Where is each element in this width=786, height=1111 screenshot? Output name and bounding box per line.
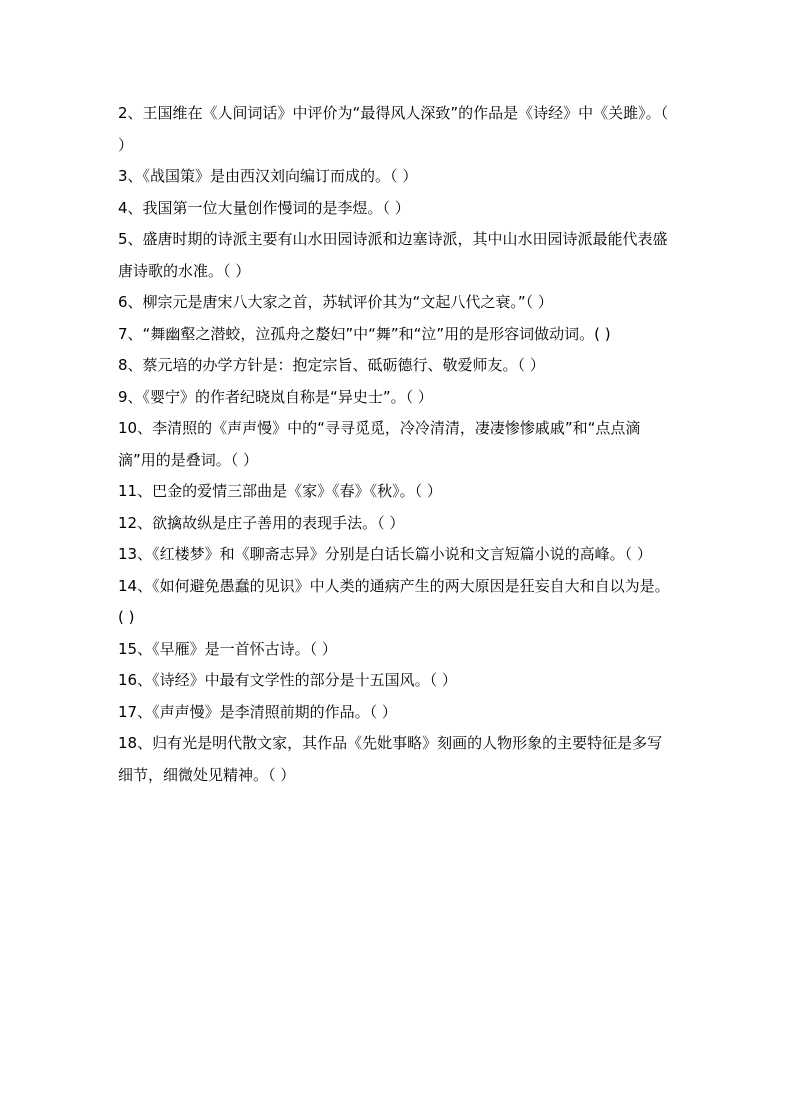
question-item-6: 6、柳宗元是唐宋八大家之首，苏轼评价其为“文起八代之衰。”（ ） — [118, 293, 553, 311]
question-item-9: 9、《婴宁》的作者纪晓岚自称是“异史士”。（ ） — [118, 387, 433, 406]
question-item-18: 18、归有光是明代散文家，其作品《先妣事略》刻画的人物形象的主要特征是多写细节，细微处见精神。（ ） — [118, 734, 663, 784]
question-item-5: 5、盛唐时期的诗派主要有山水田园诗派和边塞诗派，其中山水田园诗派最能代表盛唐诗歌的水准。（ ） — [118, 230, 668, 280]
question-item-2: 2、王国维在《人间词话》中评价为“最得风人深致”的作品是《诗经》中《关雎》。（ ） — [118, 104, 669, 154]
question-item-11: 11、巴金的爱情三部曲是《家》《春》《秋》。（ ） — [118, 482, 442, 500]
question-item-12: 12、欲擒故纵是庄子善用的表现手法。（ ） — [118, 513, 405, 532]
question-item-13: 13、《红楼梦》和《聊斋志异》分别是白话长篇小说和文言短篇小说的高峰。（ ） — [118, 545, 652, 563]
question-item-15: 15、《早雁》是一首怀古诗。（ ） — [118, 639, 337, 658]
question-list — [118, 98, 670, 791]
question-item-10: 10、李清照的《声声慢》中的“寻寻觅觅，冷冷清清，凄凄惨惨戚戚”和“点点滴滴”用的是叠词。（ ） — [118, 419, 641, 469]
question-item-17: 17、《声声慢》是李清照前期的作品。（ ） — [118, 702, 397, 721]
question-item-4: 4、我国第一位大量创作慢词的是李煜。（ ） — [118, 198, 410, 217]
question-item-7: 7、“舞幽壑之潜蛟，泣孤舟之嫠妇”中“舞”和“泣”用的是形容词做动词。( ) — [118, 324, 611, 343]
question-item-3: 3、《战国策》是由西汉刘向编订而成的。（ ） — [118, 167, 418, 185]
question-item-8: 8、蔡元培的办学方针是：抱定宗旨、砥砺德行、敬爱师友。（ ） — [118, 356, 545, 374]
question-item-16: 16、《诗经》中最有文学性的部分是十五国风。（ ） — [118, 671, 457, 689]
question-item-14: 14、《如何避免愚蠢的见识》中人类的通病产生的两大原因是狂妄自大和自以为是。( ) — [118, 576, 670, 626]
